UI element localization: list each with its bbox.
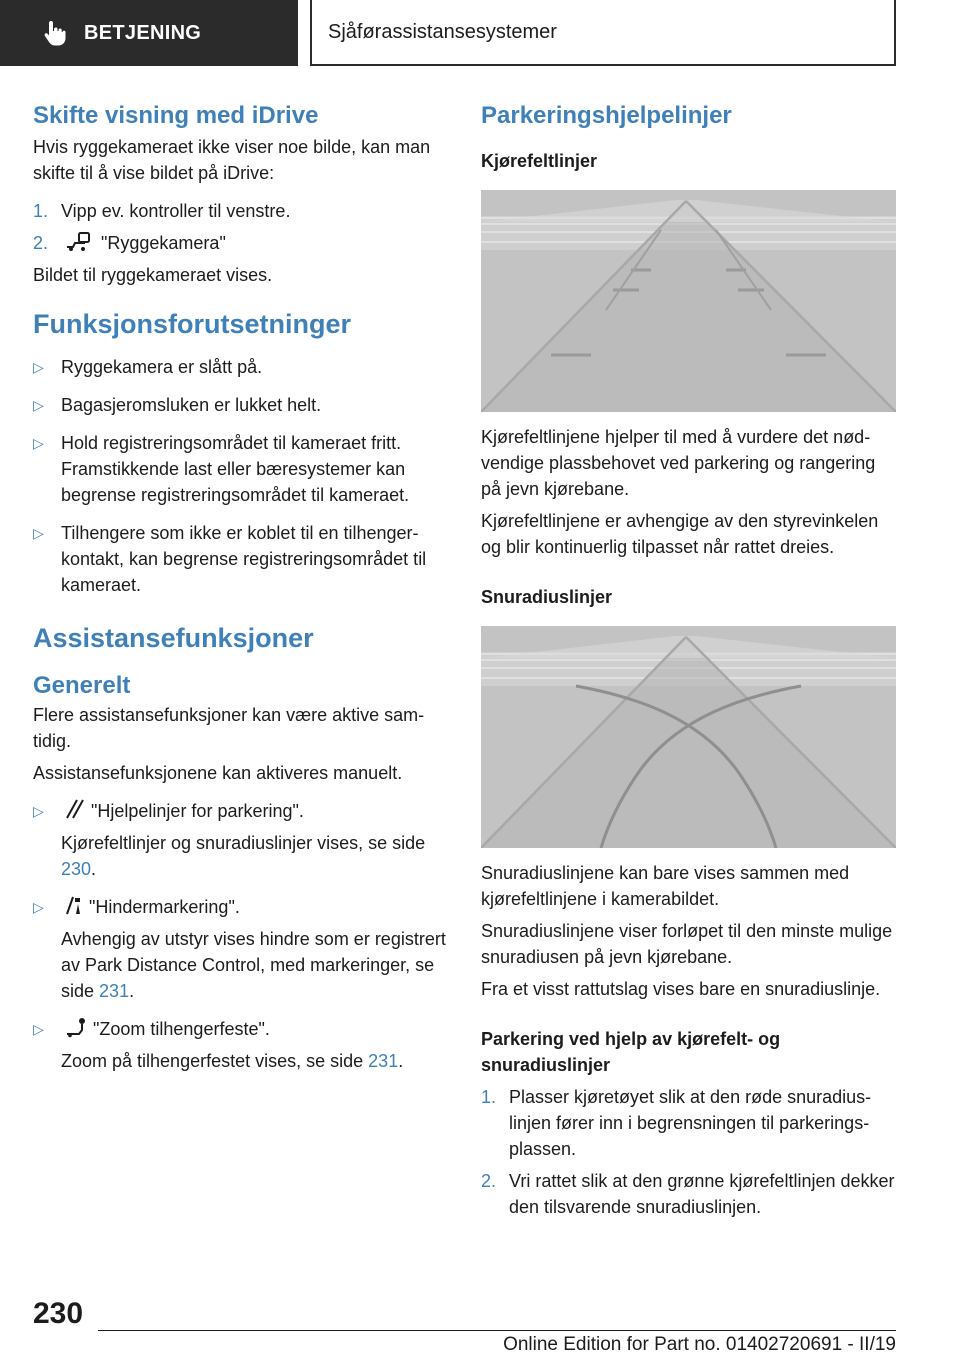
step-number: 1. (481, 1087, 497, 1107)
para-general-2: Assistansefunksjonene kan aktiveres manuelt. (33, 763, 403, 783)
step-text: Plasser kjøretøyet slik at den røde snuradiuslinjen fører inn i begrensningen til parkeringsplassen. (509, 1087, 872, 1159)
triangle-bullet-icon: ▷ (33, 435, 44, 451)
turn-radius-figure (481, 626, 896, 848)
step-text: "Ryggekamera" (101, 233, 226, 253)
para-switch-view: Hvis ryggekameraet ikke viser noe bilde, kan man skifte til å vise bildet på iDrive: (33, 137, 431, 183)
step-item (33, 198, 453, 224)
triangle-bullet-icon: ▷ (33, 899, 44, 915)
left-column (33, 100, 453, 1074)
list-item: ▷ Hold registreringsområdet til kameraet fritt. Framstikkende last eller bæresystemer kan begrense registreringsområdet til kameraet. (33, 430, 453, 508)
function-item: ▷ "Hjelpelinjer for parkering". Kjørefeltlinjer og snuradiuslinjer vises, se side 230. (33, 798, 453, 882)
para-camera-shown: Bildet til ryggekameraet vises. (33, 265, 273, 285)
page-header (0, 0, 960, 66)
step-item (481, 1084, 896, 1162)
page-link-230[interactable]: 230 (61, 859, 92, 879)
edition-note: Online Edition for Part no. 01402720691 - II/19 (503, 1334, 896, 1355)
heading-parking-lines: Parkeringshjelpelinjer (481, 102, 732, 129)
step-text: Vri rattet slik at den grønne kjørefeltlinjen dekker den tilsvarende snuradiuslinjen. (509, 1171, 895, 1217)
para-turn-3: Fra et visst rattutslag vises bare en snuradiuslinje. (481, 979, 881, 999)
page-link-231[interactable]: 231 (99, 981, 130, 1001)
para-general-1: Flere assistansefunksjoner kan være aktive samtidig. (33, 705, 425, 751)
heading-requirements: Funksjonsforutsetninger (33, 309, 352, 339)
page-number: 230 (33, 1297, 84, 1330)
hand-pointer-icon (40, 18, 70, 48)
footer-divider (98, 1330, 896, 1331)
heading-general: Generelt (33, 672, 131, 699)
heading-turn-radius: Snuradiuslinjer (481, 587, 613, 607)
para-lane-2: Kjørefeltlinjene er avhengige av den styrevinkelen og blir kontinuerlig tilpasset når rattet dreies. (481, 511, 879, 557)
function-item: ▷ "Zoom tilhengerfeste". Zoom på tilhengerfestet vises, se side 231. (33, 1016, 453, 1074)
triangle-bullet-icon: ▷ (33, 525, 44, 541)
para-lane-1: Kjørefeltlinjene hjelper til med å vurdere det nødvendige plassbehovet ved parkering og rangering på jevn kjørebane. (481, 427, 876, 499)
heading-switch-view: Skifte visning med iDrive (33, 102, 319, 129)
chapter-title: Sjåførassistansesystemer (310, 0, 896, 66)
para-turn-2: Snuradiuslinjene viser forløpet til den minste mulige snuradiusen på jevn kjørebane. (481, 921, 893, 967)
lane-lines-figure (481, 190, 896, 412)
section-title: BETJENING (84, 21, 202, 44)
function-item: ▷ "Hindermarkering". Avhengig av utstyr vises hindre som er registrert av Park Distance Control, med markeringer, se side 231. (33, 894, 453, 1004)
list-item: ▷ Ryggekamera er slått på. (33, 354, 453, 380)
trailer-hitch-zoom-icon (65, 1016, 87, 1038)
rear-camera-icon (65, 232, 95, 252)
obstacle-marking-icon (65, 894, 83, 916)
page-link-231[interactable]: 231 (368, 1051, 399, 1071)
para-turn-1: Snuradiuslinjene kan bare vises sammen med kjørefeltlinjene i kamerabildet. (481, 863, 850, 909)
right-column (481, 100, 896, 1220)
step-number: 2. (33, 233, 49, 253)
step-item (481, 1168, 896, 1220)
parking-lines-icon (65, 798, 85, 820)
heading-lane-lines: Kjørefeltlinjer (481, 151, 598, 171)
triangle-bullet-icon: ▷ (33, 397, 44, 413)
lane-lines-illustration (481, 190, 896, 412)
heading-assist-functions: Assistansefunksjoner (33, 623, 314, 653)
triangle-bullet-icon: ▷ (33, 359, 44, 375)
section-tab (0, 0, 298, 66)
turn-radius-illustration (481, 626, 896, 848)
heading-parking-with-lines: Parkering ved hjelp av kjørefelt- og snuradiuslinjer (481, 1029, 781, 1075)
step-item (33, 230, 453, 256)
list-item: ▷ Tilhengere som ikke er koblet til en tilhengerkontakt, kan begrense registreringsområdet til kameraet. (33, 520, 453, 598)
step-text: Vipp ev. kontroller til venstre. (61, 201, 291, 221)
triangle-bullet-icon: ▷ (33, 803, 44, 819)
triangle-bullet-icon: ▷ (33, 1021, 44, 1037)
list-item: ▷ Bagasjeromsluken er lukket helt. (33, 392, 453, 418)
step-number: 2. (481, 1171, 497, 1191)
step-number: 1. (33, 201, 49, 221)
